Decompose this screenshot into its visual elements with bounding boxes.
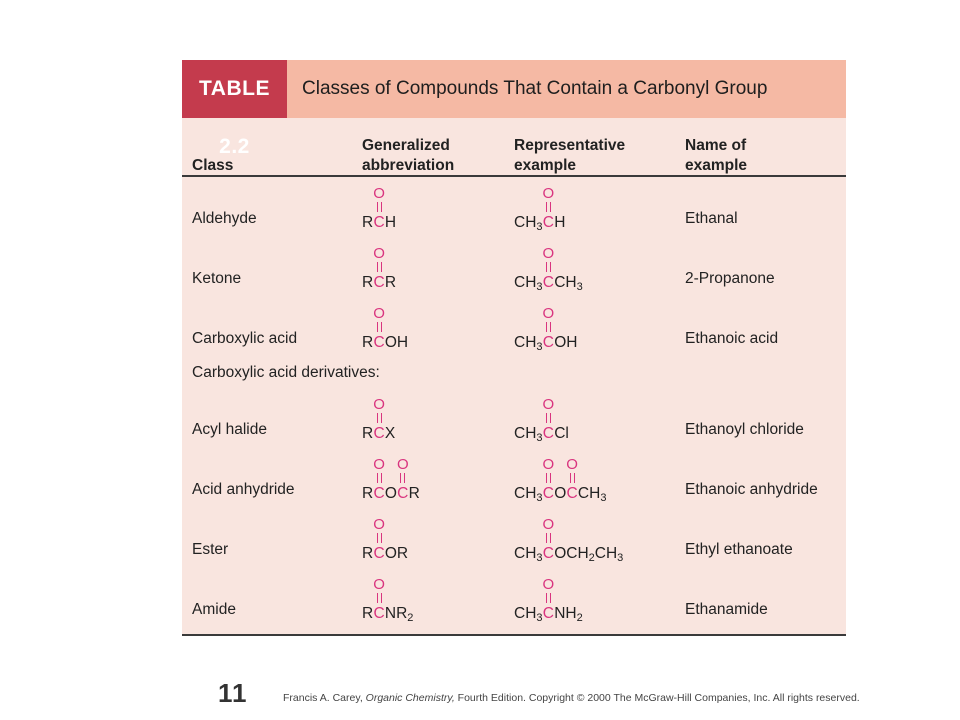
subscript: 3 bbox=[576, 281, 583, 293]
carbonyl-group bbox=[373, 456, 385, 504]
formula-atom: OH bbox=[384, 334, 409, 351]
formula-atom: CH bbox=[514, 545, 537, 562]
double-bond bbox=[377, 262, 382, 272]
formula-atom: CH bbox=[554, 274, 577, 291]
row-abbreviation bbox=[362, 245, 396, 293]
carbonyl-group bbox=[373, 576, 385, 624]
header-class: Class bbox=[192, 157, 234, 174]
carbonyl-oxygen: O bbox=[396, 456, 409, 473]
row-class: Aldehyde bbox=[192, 210, 257, 227]
row-class: Ester bbox=[192, 541, 229, 558]
formula-atom: R bbox=[362, 545, 374, 562]
carbonyl-oxygen: O bbox=[542, 245, 555, 262]
carbonyl-group bbox=[543, 576, 555, 624]
carbonyl-group bbox=[397, 456, 409, 504]
carbonyl-carbon: C bbox=[373, 485, 385, 502]
formula-atom: OR bbox=[384, 545, 409, 562]
carbonyl-oxygen: O bbox=[566, 456, 578, 473]
carbonyl-carbon: C bbox=[373, 274, 385, 291]
table-title: Classes of Compounds That Contain a Carbonyl Group bbox=[302, 78, 768, 99]
double-bond bbox=[546, 473, 551, 483]
carbonyl-oxygen: O bbox=[373, 185, 385, 202]
footer-author: Francis A. Carey, bbox=[283, 692, 366, 704]
subscript: 2 bbox=[576, 612, 583, 624]
formula-atom: CH bbox=[514, 274, 537, 291]
row-name: Ethanoic anhydride bbox=[685, 481, 818, 498]
formula-atom: R bbox=[362, 425, 374, 442]
header-abbreviation bbox=[362, 136, 454, 176]
row-abbreviation bbox=[362, 576, 413, 624]
carbonyl-carbon: C bbox=[566, 485, 578, 502]
row-name: Ethanoic acid bbox=[685, 330, 779, 347]
row-class: Acid anhydride bbox=[192, 481, 295, 498]
formula-atom: R bbox=[362, 214, 374, 231]
header-name-line2: example bbox=[685, 157, 748, 174]
formula-atom: OCH bbox=[554, 545, 589, 562]
header-example-line1: Representative bbox=[514, 137, 626, 154]
formula-atom: O bbox=[384, 485, 397, 502]
carbonyl-carbon: C bbox=[373, 605, 385, 622]
carbonyl-group bbox=[543, 185, 555, 233]
double-bond bbox=[377, 322, 382, 332]
row-name: 2-Propanone bbox=[685, 270, 775, 287]
formula-atom: CH bbox=[514, 485, 537, 502]
subscript: 3 bbox=[536, 432, 543, 444]
row-example bbox=[514, 305, 577, 353]
formula-atom: CH bbox=[594, 545, 618, 562]
row-name: Ethanoyl chloride bbox=[685, 421, 804, 438]
header-name-line1: Name of bbox=[685, 137, 747, 154]
carbonyl-carbon: C bbox=[542, 605, 554, 622]
row-class: Ketone bbox=[192, 270, 242, 287]
formula-atom: H bbox=[554, 214, 566, 231]
formula-atom: OH bbox=[554, 334, 578, 351]
carbonyl-group bbox=[543, 456, 555, 504]
double-bond bbox=[546, 533, 551, 543]
bottom-rule bbox=[182, 634, 846, 636]
formula-atom: X bbox=[384, 425, 396, 442]
subscript-wrap bbox=[577, 604, 583, 624]
row-example bbox=[514, 185, 565, 233]
row-example bbox=[514, 396, 569, 444]
double-bond bbox=[570, 473, 575, 483]
carbonyl-group bbox=[373, 396, 385, 444]
formula-atom: R bbox=[362, 605, 374, 622]
formula-atom: CH bbox=[577, 485, 601, 502]
carbonyl-oxygen: O bbox=[542, 456, 555, 473]
double-bond bbox=[377, 413, 382, 423]
formula-atom: H bbox=[384, 214, 397, 231]
formula-atom: NH bbox=[554, 605, 577, 622]
carbonyl-group bbox=[543, 516, 555, 564]
formula-atom: CH bbox=[514, 214, 537, 231]
formula-atom: R bbox=[384, 274, 397, 291]
header-rule bbox=[182, 175, 846, 177]
subheading-derivatives: Carboxylic acid derivatives: bbox=[192, 364, 380, 381]
carbonyl-carbon: C bbox=[373, 334, 385, 351]
copyright-footer bbox=[283, 692, 860, 704]
double-bond bbox=[377, 593, 382, 603]
carbonyl-oxygen: O bbox=[542, 516, 555, 533]
carbonyl-oxygen: O bbox=[373, 576, 385, 593]
carbonyl-oxygen: O bbox=[542, 396, 555, 413]
double-bond bbox=[400, 473, 405, 483]
carbonyl-oxygen: O bbox=[373, 245, 385, 262]
carbonyl-group bbox=[373, 245, 385, 293]
table-panel bbox=[182, 60, 846, 636]
carbonyl-group bbox=[543, 396, 555, 444]
carbonyl-carbon: C bbox=[373, 214, 385, 231]
carbonyl-oxygen: O bbox=[542, 305, 555, 322]
row-example bbox=[514, 456, 606, 504]
carbonyl-carbon: C bbox=[397, 485, 409, 502]
row-abbreviation bbox=[362, 185, 396, 233]
formula-atom: NR bbox=[384, 605, 408, 622]
carbonyl-carbon: C bbox=[542, 214, 554, 231]
formula-atom: R bbox=[362, 274, 374, 291]
subscript: 3 bbox=[536, 341, 543, 353]
double-bond bbox=[546, 262, 551, 272]
formula-atom: CH bbox=[514, 425, 537, 442]
double-bond bbox=[546, 202, 551, 212]
carbonyl-oxygen: O bbox=[373, 305, 385, 322]
formula-atom: R bbox=[362, 334, 374, 351]
header-abbreviation-line2: abbreviation bbox=[362, 157, 455, 174]
subscript-wrap bbox=[600, 484, 606, 504]
subscript: 3 bbox=[536, 221, 543, 233]
header-example-line2: example bbox=[514, 157, 577, 174]
double-bond bbox=[546, 413, 551, 423]
carbonyl-carbon: C bbox=[542, 485, 554, 502]
carbonyl-group bbox=[373, 516, 385, 564]
double-bond bbox=[546, 593, 551, 603]
row-abbreviation bbox=[362, 305, 408, 353]
carbonyl-carbon: C bbox=[542, 334, 554, 351]
row-abbreviation bbox=[362, 516, 408, 564]
carbonyl-group bbox=[373, 305, 385, 353]
page-number: 11 bbox=[218, 678, 248, 708]
double-bond bbox=[377, 533, 382, 543]
carbonyl-group bbox=[566, 456, 578, 504]
row-class: Acyl halide bbox=[192, 421, 267, 438]
carbonyl-group bbox=[543, 245, 555, 293]
carbonyl-group bbox=[543, 305, 555, 353]
carbonyl-carbon: C bbox=[373, 545, 385, 562]
formula-atom: O bbox=[554, 485, 567, 502]
double-bond bbox=[377, 202, 382, 212]
carbonyl-oxygen: O bbox=[373, 456, 385, 473]
formula-atom: CH bbox=[514, 605, 537, 622]
row-example bbox=[514, 245, 583, 293]
row-abbreviation bbox=[362, 396, 395, 444]
double-bond bbox=[546, 322, 551, 332]
header-example bbox=[514, 136, 625, 176]
subscript: 3 bbox=[600, 492, 607, 504]
row-name: Ethanamide bbox=[685, 601, 768, 618]
row-class: Carboxylic acid bbox=[192, 330, 298, 347]
carbonyl-oxygen: O bbox=[373, 516, 385, 533]
subscript-wrap bbox=[617, 544, 623, 564]
row-example bbox=[514, 516, 623, 564]
carbonyl-carbon: C bbox=[542, 274, 554, 291]
subscript: 2 bbox=[588, 552, 595, 564]
carbonyl-oxygen: O bbox=[542, 576, 555, 593]
carbonyl-carbon: C bbox=[542, 545, 554, 562]
subscript: 2 bbox=[407, 612, 414, 624]
footer-book-title: Organic Chemistry, bbox=[365, 692, 455, 704]
header-name bbox=[685, 136, 747, 176]
formula-atom: CH bbox=[514, 334, 537, 351]
subscript: 3 bbox=[536, 612, 543, 624]
carbonyl-oxygen: O bbox=[373, 396, 385, 413]
subscript: 3 bbox=[536, 552, 543, 564]
carbonyl-carbon: C bbox=[542, 425, 554, 442]
subscript: 3 bbox=[536, 492, 543, 504]
carbonyl-group bbox=[373, 185, 385, 233]
subscript: 3 bbox=[536, 281, 543, 293]
row-name: Ethyl ethanoate bbox=[685, 541, 793, 558]
row-name: Ethanal bbox=[685, 210, 738, 227]
row-class: Amide bbox=[192, 601, 236, 618]
footer-rest: Fourth Edition. Copyright © 2000 The McGraw-Hill Companies, Inc. All rights reserved. bbox=[454, 692, 860, 704]
slide-page bbox=[100, 42, 860, 708]
row-example bbox=[514, 576, 583, 624]
header-abbreviation-line1: Generalized bbox=[362, 137, 450, 154]
subscript: 3 bbox=[617, 552, 624, 564]
subscript-wrap bbox=[407, 604, 413, 624]
formula-atom: Cl bbox=[554, 425, 569, 442]
row-abbreviation bbox=[362, 456, 420, 504]
table-number-label: TABLE 2.2 bbox=[182, 60, 287, 118]
subscript-wrap bbox=[577, 273, 583, 293]
carbonyl-carbon: C bbox=[373, 425, 385, 442]
carbonyl-oxygen: O bbox=[542, 185, 555, 202]
double-bond bbox=[377, 473, 382, 483]
formula-atom: R bbox=[408, 485, 420, 502]
formula-atom: R bbox=[362, 485, 374, 502]
